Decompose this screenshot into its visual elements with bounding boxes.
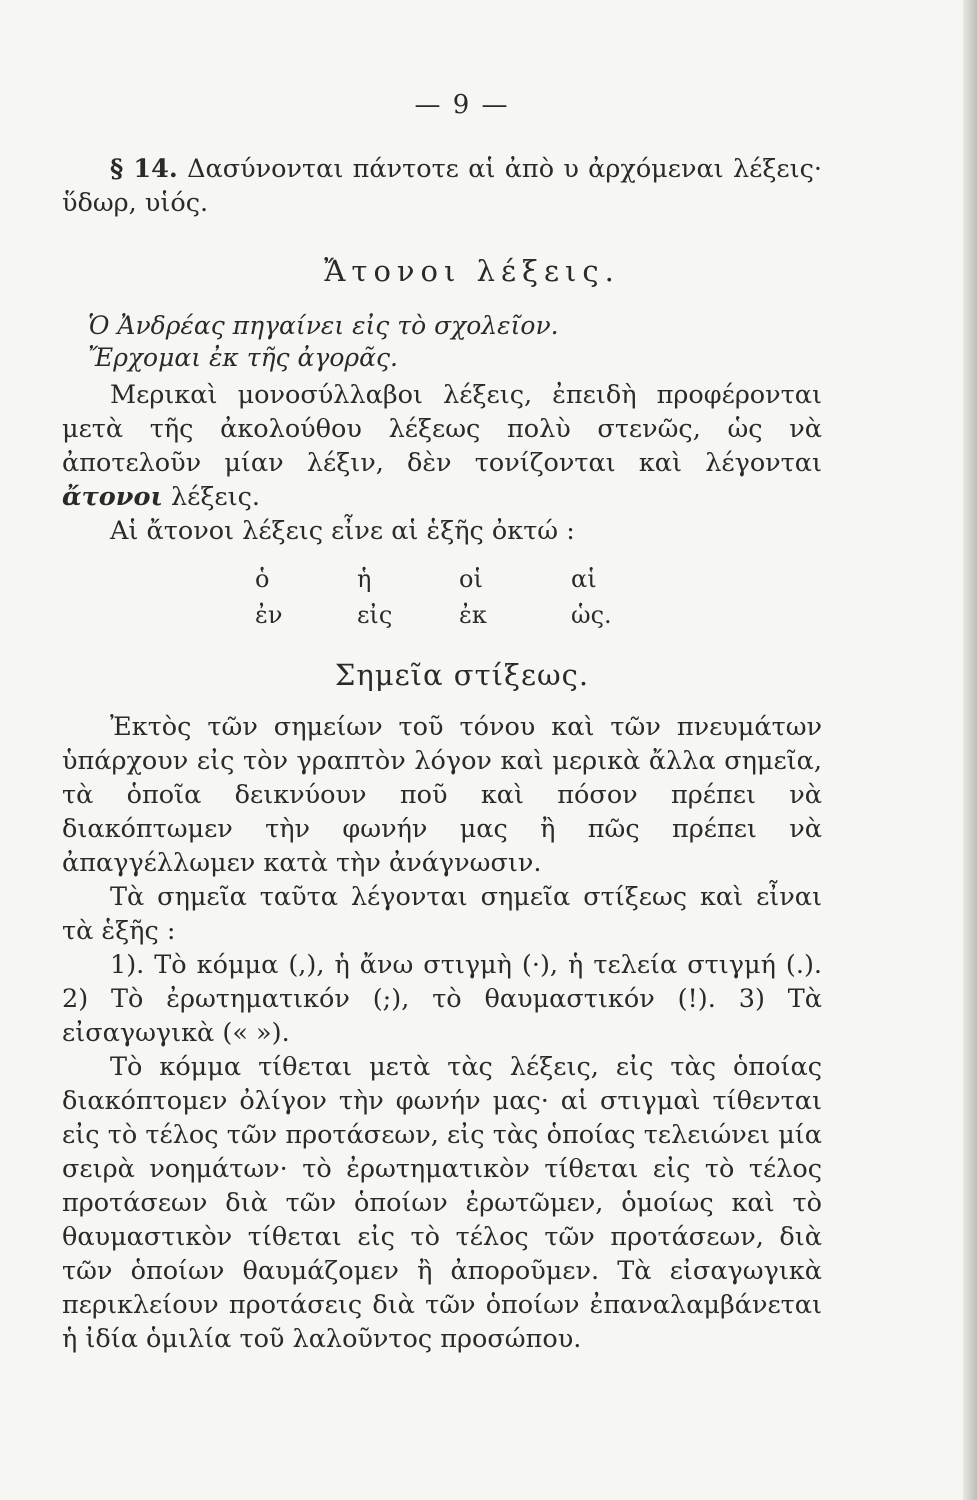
atonoi-word: αἱ [571,565,597,593]
paragraph-stixeos-list-intro: Τὰ σημεῖα ταῦτα λέγονται σημεῖα στίξεως καὶ εἶναι τὰ ἑξῆς : [62,882,822,946]
heading-atonoi-lexeis: Ἄτονοι λέξεις. [324,254,620,288]
example-sentence-2: Ἔρχομαι ἐκ τῆς ἀγορᾶς. [88,343,398,372]
atonoi-definition-tail: λέξεις. [170,482,260,512]
paragraph-punctuation-list: 1). Τὸ κόμμα (,), ἡ ἄνω στιγμὴ (·), ἡ τελεία στιγμή (.). 2) Τὸ ἐρωτηματικόν (;), τὸ θαυμαστικόν (!). 3) Τὰ εἰσαγωγικὰ (« »). [62,950,822,1048]
paragraph-eight-words: Αἱ ἄτονοι λέξεις εἶνε αἱ ἑξῆς ὀκτώ : [110,516,575,546]
atonoi-word: εἰς [357,601,393,629]
atonoi-words-table [255,564,822,630]
atonoi-word: ἐκ [459,601,487,629]
atonoi-word: οἱ [459,565,483,593]
atonoi-term: ἄτονοι [62,482,163,512]
page-edge-shadow [963,0,977,1500]
section-number: § 14. [110,154,178,184]
atonoi-word: ὁ [255,565,270,593]
example-sentence-1: Ὁ Ἀνδρέας πηγαίνει εἰς τὸ σχολεῖον. [88,311,559,340]
atonoi-definition-text: Μερικαὶ μονοσύλλαβοι λέξεις, ἐπειδὴ προφέρονται μετὰ τῆς ἀκολούθου λέξεως πολὺ στενῶς, ὡς νὰ ἀποτελοῦν μίαν λέξιν, δὲν τονίζονται καὶ λέγονται [62,380,822,478]
section-14-text: Δασύνονται πάντοτε αἱ ἀπὸ υ ἀρχόμεναι λέξεις· ὕδωρ, υἱός. [62,154,823,218]
paragraph-stixeos-intro: Ἐκτὸς τῶν σημείων τοῦ τόνου καὶ τῶν πνευμάτων ὑπάρχουν εἰς τὸν γραπτὸν λόγον καὶ μερικὰ ἄλλα σημεῖα, τὰ ὁποῖα δεικνύουν ποῦ καὶ πόσον πρέπει νὰ διακόπτωμεν τὴν φωνήν μας ἢ πῶς πρέπει νὰ ἀπαγγέλλωμεν κατὰ τὴν ἀνάγνωσιν. [62,712,822,878]
page-content [62,90,822,1356]
atonoi-word: ἐν [255,601,283,629]
section-14-paragraph [62,152,822,220]
atonoi-word: ἡ [357,565,372,593]
atonoi-word: ὡς. [571,601,612,629]
page-number: — 9 — [414,90,510,120]
paragraph-atonoi-definition [62,378,822,514]
heading-semeia-stixeos: Σημεῖα στίξεως. [334,658,590,692]
paragraph-punctuation-usage: Τὸ κόμμα τίθεται μετὰ τὰς λέξεις, εἰς τὰς ὁποίας διακόπτομεν ὀλίγον τὴν φωνήν μας· αἱ στιγμαὶ τίθενται εἰς τὸ τέλος τῶν προτάσεων, εἰς τὰς ὁποίας τελειώνει μία σειρὰ νοημάτων· τὸ ἐρωτηματικὸν τίθεται εἰς τὸ τέλος προτάσεων διὰ τῶν ὁποίων ἐρωτῶμεν, ὁμοίως καὶ τὸ θαυμαστικὸν τίθεται εἰς τὸ τέλος τῶν προτάσεων, διὰ τῶν ὁποίων θαυμάζομεν ἢ ἀποροῦμεν. Τὰ εἰσαγωγικὰ περικλείουν προτάσεις διὰ τῶν ὁποίων ἐπαναλαμβάνεται ἡ ἰδία ὁμιλία τοῦ λαλοῦντος προσώπου. [62,1052,822,1354]
